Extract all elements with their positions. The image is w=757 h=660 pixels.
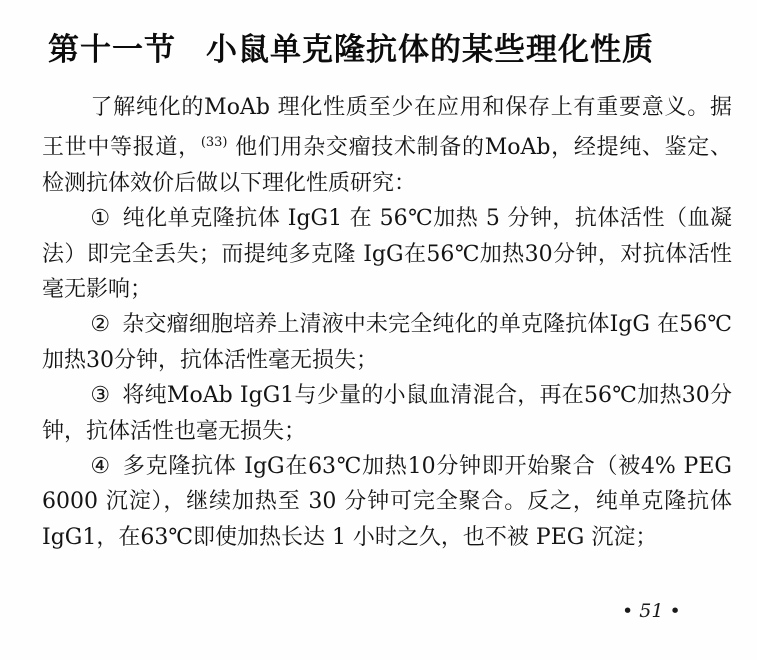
item-text-3: 将纯MoAb IgG1与少量的小鼠血清混合，再在56℃加热30分钟，抗体活性也毫无损失； xyxy=(42,383,732,444)
item-text-4: 多克隆抗体 IgG在63℃加热10分钟即开始聚合（被4% PEG 6000 沉淀），继续加热至 30 分钟可完全聚合。反之，纯单克隆抗体IgG1，在63℃即使加热长达 1 小时之久，也不被 PEG 沉淀； xyxy=(42,454,732,550)
body-text xyxy=(42,90,732,555)
intro-text: 了解纯化的MoAb 理化性质至少在应用和保存上有重要意义。据王世中等报道， xyxy=(42,95,732,161)
item-text-1: 纯化单克隆抗体 IgG1 在 56℃加热 5 分钟，抗体活性（血凝法）即完全丢失；而提纯多克隆 IgG在56℃加热30分钟，对抗体活性毫无影响； xyxy=(42,206,732,303)
section-heading xyxy=(48,24,728,69)
list-item-2 xyxy=(42,307,732,378)
section-title: 小鼠单克隆抗体的某些理化性质 xyxy=(206,32,654,68)
section-number: 第十一节 xyxy=(48,32,176,68)
item-text-2: 杂交瘤细胞培养上清液中未完全纯化的单克隆抗体IgG 在56℃加热30分钟，抗体活性毫无损失； xyxy=(42,312,732,373)
intro-paragraph xyxy=(42,90,732,201)
intro-text-continued: 他们用杂交瘤技术制备的MoAb，经提纯、鉴定、检测抗体效价后做以下理化性质研究： xyxy=(42,135,732,196)
item-marker-2: ② xyxy=(90,312,111,338)
item-marker-1: ① xyxy=(90,206,111,232)
list-item-3 xyxy=(42,378,732,449)
reference-citation: (33) xyxy=(200,135,228,151)
list-item-1 xyxy=(42,201,732,307)
item-marker-3: ③ xyxy=(90,383,111,409)
list-item-4 xyxy=(42,449,732,555)
page-number: • 51 • xyxy=(622,600,681,622)
item-marker-4: ④ xyxy=(90,454,111,480)
